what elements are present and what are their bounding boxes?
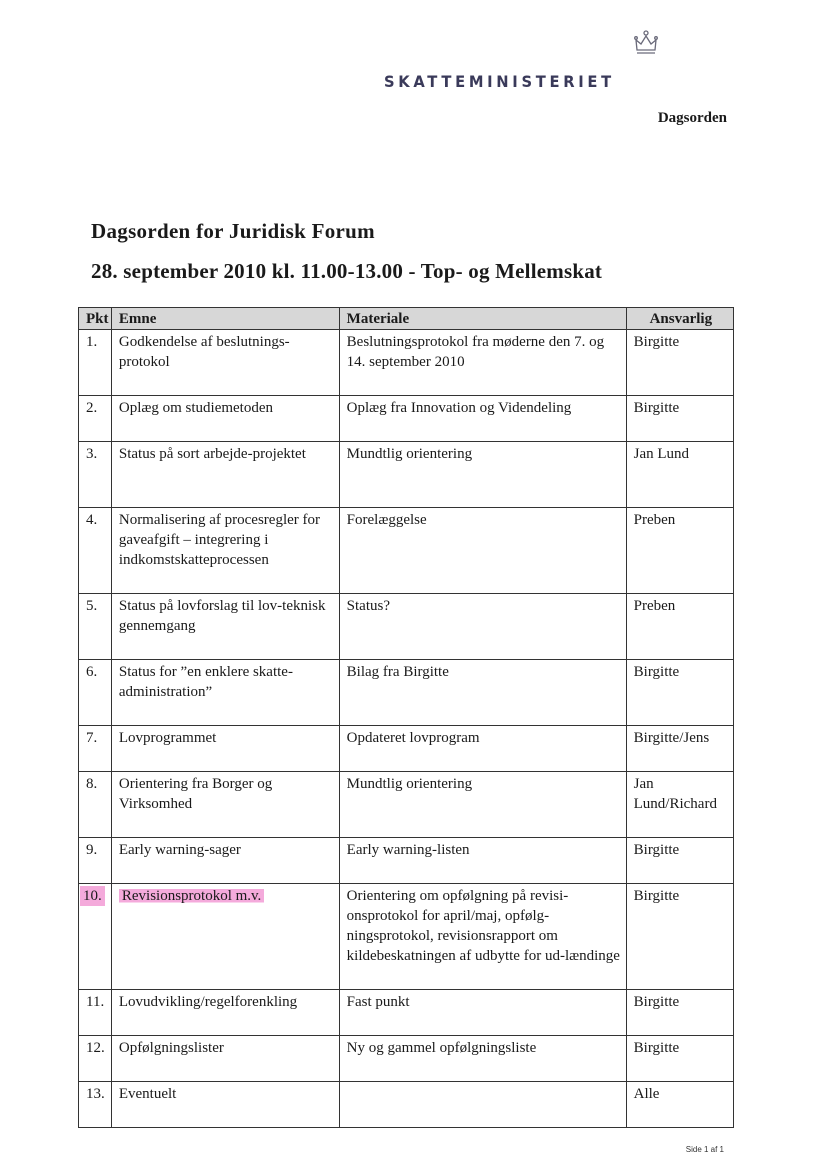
table-row xyxy=(79,660,734,720)
cell-ansvarlig-text: Birgitte xyxy=(633,400,680,416)
cell-ansvarlig xyxy=(626,1036,733,1076)
table-row xyxy=(79,1082,734,1122)
cell-materiale-text: Opdateret lovprogram xyxy=(346,730,480,746)
cell-ansvarlig xyxy=(626,660,733,720)
cell-emne-text: Early warning-sager xyxy=(118,842,241,858)
cell-materiale xyxy=(339,660,626,720)
cell-pkt-text: 5. xyxy=(86,598,98,614)
cell-materiale-text: Status? xyxy=(346,598,391,614)
cell-emne-text: Revisionsprotokol m.v. xyxy=(119,888,264,904)
cell-emne xyxy=(111,330,339,390)
cell-emne-text: Opfølgningslister xyxy=(118,1040,224,1056)
cell-ansvarlig xyxy=(626,330,733,390)
cell-materiale xyxy=(339,508,626,588)
cell-materiale-text: Beslutningsprotokol fra møderne den 7. og 14. september 2010 xyxy=(346,334,605,370)
cell-pkt-text: 3. xyxy=(86,446,98,462)
document-type: Dagsorden xyxy=(657,110,727,126)
cell-pkt-text: 13. xyxy=(86,1086,105,1102)
cell-pkt xyxy=(79,660,112,720)
cell-materiale-text: Orientering om opfølgning på revisi-onsprotokol for april/maj, opfølg-ningsprotokol, revisionsrapport om kildebeskatningen af udbytte for ud-lændinge xyxy=(346,888,620,964)
cell-materiale-text: Mundtlig orientering xyxy=(346,776,473,792)
cell-pkt xyxy=(79,330,112,390)
cell-emne-text: Status for ”en enklere skatte-administration” xyxy=(118,664,293,700)
separator-cell xyxy=(339,1121,626,1128)
cell-materiale-text: Ny og gammel opfølgningsliste xyxy=(346,1040,537,1056)
ministry-name: SKATTEMINISTERIET xyxy=(384,72,615,91)
cell-pkt-text: 8. xyxy=(86,776,98,792)
cell-emne-text: Oplæg om studiemetoden xyxy=(118,400,274,416)
cell-ansvarlig xyxy=(626,1082,733,1122)
cell-ansvarlig xyxy=(626,508,733,588)
cell-emne xyxy=(111,838,339,878)
cell-ansvarlig-text: Birgitte xyxy=(633,664,680,680)
cell-emne xyxy=(111,1082,339,1122)
cell-emne-text: Lovudvikling/regelforenkling xyxy=(118,994,298,1010)
cell-ansvarlig-text: Birgitte xyxy=(633,334,680,350)
cell-pkt xyxy=(79,838,112,878)
table-row xyxy=(79,594,734,654)
cell-materiale-text: Mundtlig orientering xyxy=(346,446,473,462)
cell-materiale-text: Bilag fra Birgitte xyxy=(346,664,449,680)
cell-pkt xyxy=(79,442,112,502)
cell-pkt-text: 7. xyxy=(86,730,98,746)
table-row xyxy=(79,442,734,502)
separator-cell xyxy=(79,1121,112,1128)
header-emne: Emne xyxy=(111,308,339,330)
cell-materiale xyxy=(339,1082,626,1122)
cell-materiale xyxy=(339,442,626,502)
cell-materiale-text: Oplæg fra Innovation og Videndeling xyxy=(346,400,572,416)
cell-emne-text: Godkendelse af beslutnings-protokol xyxy=(118,334,290,370)
table-row xyxy=(79,330,734,390)
cell-ansvarlig xyxy=(626,442,733,502)
cell-materiale-text: Fast punkt xyxy=(346,994,410,1010)
row-separator xyxy=(79,1121,734,1128)
table-row xyxy=(79,990,734,1030)
cell-emne xyxy=(111,884,339,984)
header-ansvarlig: Ansvarlig xyxy=(626,308,733,330)
table-row xyxy=(79,884,734,984)
cell-pkt-text: 1. xyxy=(86,334,98,350)
agenda-table xyxy=(78,307,734,1128)
table-row xyxy=(79,1036,734,1076)
cell-emne-text: Status på sort arbejde-projektet xyxy=(118,446,306,462)
cell-pkt xyxy=(79,1082,112,1122)
cell-emne-text: Normalisering af procesregler for gaveafgift – integrering i indkomstskatteprocessen xyxy=(118,512,321,568)
cell-pkt xyxy=(79,726,112,766)
cell-pkt xyxy=(79,990,112,1030)
cell-ansvarlig-text: Jan Lund xyxy=(633,446,690,462)
table-row xyxy=(79,396,734,436)
cell-pkt xyxy=(79,396,112,436)
cell-ansvarlig-text: Birgitte xyxy=(633,888,680,904)
cell-pkt-text: 11. xyxy=(86,994,105,1010)
page-title: Dagsorden for Juridisk Forum xyxy=(91,219,375,243)
cell-emne xyxy=(111,990,339,1030)
cell-pkt-text: 2. xyxy=(86,400,98,416)
cell-emne xyxy=(111,396,339,436)
cell-ansvarlig-text: Preben xyxy=(633,512,676,528)
cell-ansvarlig xyxy=(626,726,733,766)
cell-ansvarlig-text: Birgitte xyxy=(633,842,680,858)
cell-ansvarlig xyxy=(626,884,733,984)
cell-pkt-text: 10. xyxy=(80,886,105,906)
cell-pkt xyxy=(79,884,112,984)
cell-materiale-text: Early warning-listen xyxy=(346,842,470,858)
separator-cell xyxy=(626,1121,733,1128)
cell-pkt xyxy=(79,594,112,654)
cell-ansvarlig-text: Birgitte xyxy=(633,994,680,1010)
cell-pkt-text: 9. xyxy=(86,842,98,858)
cell-ansvarlig xyxy=(626,838,733,878)
table-row xyxy=(79,772,734,832)
table-row xyxy=(79,838,734,878)
table-row xyxy=(79,508,734,588)
cell-ansvarlig-text: Preben xyxy=(633,598,676,614)
cell-materiale xyxy=(339,330,626,390)
cell-emne xyxy=(111,594,339,654)
cell-emne-text: Orientering fra Borger og Virksomhed xyxy=(118,776,273,812)
crown-icon xyxy=(628,26,664,62)
separator-cell xyxy=(111,1121,339,1128)
cell-materiale xyxy=(339,838,626,878)
cell-ansvarlig xyxy=(626,772,733,832)
cell-emne xyxy=(111,660,339,720)
cell-emne-text: Eventuelt xyxy=(118,1086,177,1102)
cell-pkt-text: 4. xyxy=(86,512,98,528)
cell-materiale xyxy=(339,594,626,654)
cell-emne xyxy=(111,1036,339,1076)
cell-emne xyxy=(111,772,339,832)
cell-ansvarlig xyxy=(626,990,733,1030)
cell-materiale-text: Forelæggelse xyxy=(346,512,427,528)
cell-ansvarlig-text: Alle xyxy=(633,1086,660,1102)
cell-ansvarlig-text: Birgitte/Jens xyxy=(633,730,710,746)
cell-materiale xyxy=(339,396,626,436)
header-pkt: Pkt xyxy=(79,308,112,330)
cell-pkt xyxy=(79,508,112,588)
header-materiale: Materiale xyxy=(339,308,626,330)
cell-emne-text: Status på lovforslag til lov-teknisk gennemgang xyxy=(118,598,326,634)
cell-ansvarlig-text: Birgitte xyxy=(633,1040,680,1056)
cell-materiale xyxy=(339,884,626,984)
table-header-row xyxy=(79,308,734,330)
table-row xyxy=(79,726,734,766)
cell-ansvarlig xyxy=(626,396,733,436)
cell-materiale xyxy=(339,1036,626,1076)
cell-materiale xyxy=(339,772,626,832)
cell-pkt-text: 6. xyxy=(86,664,98,680)
cell-ansvarlig xyxy=(626,594,733,654)
cell-pkt xyxy=(79,772,112,832)
cell-materiale xyxy=(339,726,626,766)
cell-materiale xyxy=(339,990,626,1030)
cell-emne xyxy=(111,726,339,766)
cell-emne xyxy=(111,442,339,502)
cell-ansvarlig-text: Jan Lund/Richard xyxy=(633,776,717,812)
meeting-subtitle: 28. september 2010 kl. 11.00-13.00 - Top- og Mellemskat xyxy=(91,259,603,283)
page-number: Side 1 af 1 xyxy=(685,1145,724,1154)
cell-emne xyxy=(111,508,339,588)
cell-pkt-text: 12. xyxy=(86,1040,105,1056)
cell-pkt xyxy=(79,1036,112,1076)
cell-emne-text: Lovprogrammet xyxy=(118,730,217,746)
